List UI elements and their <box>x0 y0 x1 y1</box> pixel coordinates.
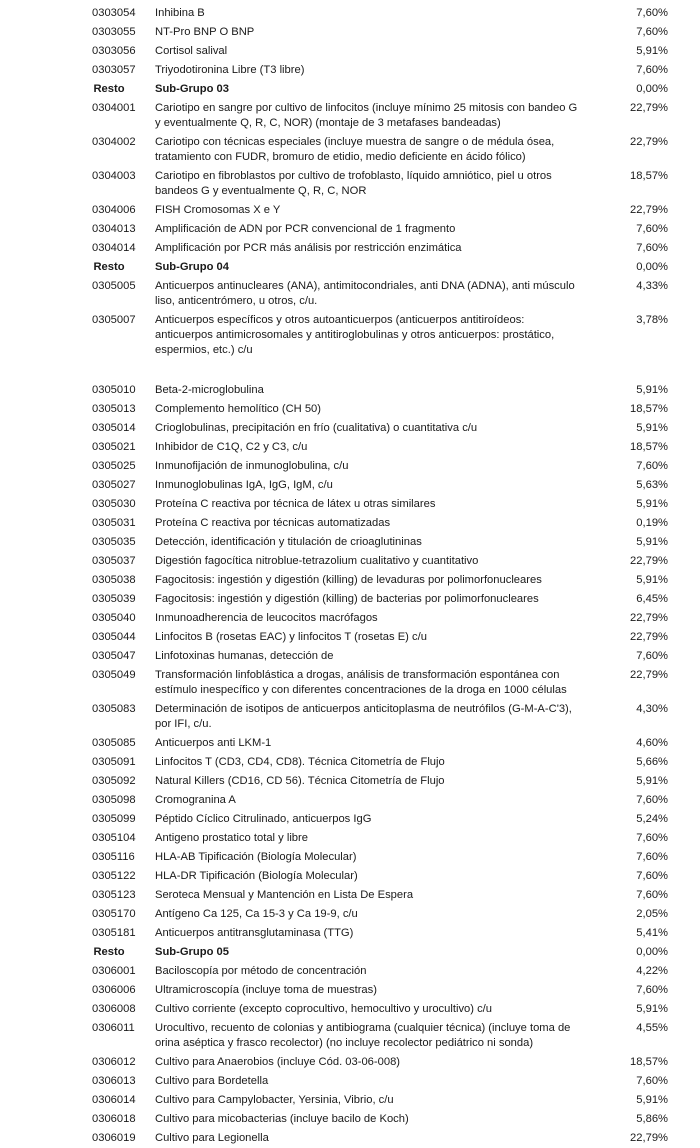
item-percentage: 4,55% <box>636 1022 668 1034</box>
item-description: Natural Killers (CD16, CD 56). Técnica Citometría de Flujo <box>155 775 445 787</box>
table-row <box>0 23 700 42</box>
item-percentage: 7,60% <box>636 832 668 844</box>
item-percentage: 5,91% <box>636 1003 668 1015</box>
item-code: 0305013 <box>92 403 136 415</box>
subgroup-row <box>0 943 700 962</box>
item-description: Anticuerpos antitransglutaminasa (TTG) <box>155 927 354 939</box>
table-row <box>0 4 700 23</box>
item-code: 0306013 <box>92 1075 136 1087</box>
item-description: Linfotoxinas humanas, detección de <box>155 650 334 662</box>
item-description: Cultivo para Bordetella <box>155 1075 269 1087</box>
item-code: 0303055 <box>92 26 136 38</box>
item-code: 0306014 <box>92 1094 136 1106</box>
item-code: 0306006 <box>92 984 136 996</box>
item-percentage: 22,79% <box>630 669 668 681</box>
item-code: 0305031 <box>92 517 136 529</box>
table-row <box>0 700 700 734</box>
subgroup-name: Sub-Grupo 05 <box>155 946 229 958</box>
item-percentage: 4,60% <box>636 737 668 749</box>
item-description: Cultivo para Anaerobios (incluye Cód. 03-06-008) <box>155 1056 401 1068</box>
item-description: Digestión fagocítica nitroblue-tetrazolium cualitativo y cuantitativo <box>155 555 479 567</box>
item-description: Fagocitosis: ingestión y digestión (killing) de levaduras por polimorfonucleares <box>155 574 542 586</box>
item-code: 0305170 <box>92 908 136 920</box>
item-code: 0305122 <box>92 870 136 882</box>
item-description: Seroteca Mensual y Mantención en Lista De Espera <box>155 889 414 901</box>
item-percentage: 0,00% <box>636 261 668 273</box>
subgroup-label: Resto <box>93 946 125 958</box>
item-percentage: 5,91% <box>636 536 668 548</box>
item-description: Inhibina B <box>155 7 205 19</box>
item-percentage: 7,60% <box>636 650 668 662</box>
table-row <box>0 167 700 201</box>
item-code: 0305123 <box>92 889 136 901</box>
item-code: 0306018 <box>92 1113 136 1125</box>
table-row <box>0 666 700 700</box>
table-row <box>0 571 700 590</box>
item-description: Baciloscopía por método de concentración <box>155 965 367 977</box>
table-row <box>0 201 700 220</box>
table-row <box>0 42 700 61</box>
subgroup-label: Resto <box>93 83 125 95</box>
item-percentage: 5,91% <box>636 45 668 57</box>
item-description: HLA-DR Tipificación (Biología Molecular) <box>155 870 358 882</box>
table-row <box>0 1072 700 1091</box>
item-description: Antigeno prostatico total y libre <box>155 832 308 844</box>
item-percentage: 5,91% <box>636 498 668 510</box>
table-row <box>0 419 700 438</box>
item-description: Triyodotironina Libre (T3 libre) <box>155 64 305 76</box>
item-code: 0305099 <box>92 813 136 825</box>
table-row <box>0 1019 700 1053</box>
item-code: 0305098 <box>92 794 136 806</box>
subgroup-row <box>0 258 700 277</box>
item-description: Proteína C reactiva por técnicas automatizadas <box>155 517 391 529</box>
item-code: 0306019 <box>92 1132 136 1144</box>
item-percentage: 18,57% <box>630 403 668 415</box>
item-description: Detección, identificación y titulación de crioaglutininas <box>155 536 422 548</box>
item-description: Cortisol salival <box>155 45 228 57</box>
item-code: 0303056 <box>92 45 136 57</box>
item-percentage: 5,63% <box>636 479 668 491</box>
item-percentage: 7,60% <box>636 984 668 996</box>
item-code: 0306008 <box>92 1003 136 1015</box>
table-row <box>0 647 700 666</box>
table-row <box>0 810 700 829</box>
item-code: 0304014 <box>92 242 136 254</box>
item-code: 0305021 <box>92 441 136 453</box>
item-description: FISH Cromosomas X e Y <box>155 204 281 216</box>
item-percentage: 18,57% <box>630 1056 668 1068</box>
item-percentage: 7,60% <box>636 889 668 901</box>
item-description: Inmunoglobulinas IgA, IgG, IgM, c/u <box>155 479 333 491</box>
item-code: 0305038 <box>92 574 136 586</box>
item-percentage: 7,60% <box>636 851 668 863</box>
table-row <box>0 381 700 400</box>
item-percentage: 6,45% <box>636 593 668 605</box>
item-description: Cultivo para Campylobacter, Yersinia, Vibrio, c/u <box>155 1094 394 1106</box>
table-row <box>0 1129 700 1148</box>
table-row <box>0 867 700 886</box>
item-description: Urocultivo, recuento de colonias y antibiograma (cualquier técnica) (incluye toma de orina aséptica y frasco recolector) (no incluye recolector pediátrico ni sonda) <box>155 1022 571 1049</box>
table-row <box>0 239 700 258</box>
item-percentage: 0,00% <box>636 83 668 95</box>
item-description: Cariotipo en fibroblastos por cultivo de trofoblasto, líquido amniótico, piel u otros bandeos G y eventualmente Q, R, C, NOR <box>155 170 552 197</box>
item-code: 0305027 <box>92 479 136 491</box>
item-code: 0305047 <box>92 650 136 662</box>
item-percentage: 18,57% <box>630 441 668 453</box>
table-row <box>0 609 700 628</box>
item-description: Anticuerpos anti LKM-1 <box>155 737 272 749</box>
table-row <box>0 277 700 311</box>
table-row <box>0 905 700 924</box>
item-percentage: 22,79% <box>630 102 668 114</box>
item-description: Beta-2-microglobulina <box>155 384 264 396</box>
item-percentage: 7,60% <box>636 242 668 254</box>
item-code: 0305091 <box>92 756 136 768</box>
item-percentage: 22,79% <box>630 1132 668 1144</box>
item-code: 0305104 <box>92 832 136 844</box>
item-percentage: 7,60% <box>636 1075 668 1087</box>
table-row <box>0 514 700 533</box>
item-description: Cultivo corriente (excepto coprocultivo, hemocultivo y urocultivo) c/u <box>155 1003 493 1015</box>
item-description: Linfocitos B (rosetas EAC) y linfocitos T (rosetas E) c/u <box>155 631 427 643</box>
table-row <box>0 829 700 848</box>
item-description: Inmunofijación de inmunoglobulina, c/u <box>155 460 349 472</box>
item-code: 0305010 <box>92 384 136 396</box>
item-description: Ultramicroscopía (incluye toma de muestras) <box>155 984 377 996</box>
item-description: Anticuerpos específicos y otros autoanticuerpos (anticuerpos antitiroídeos: anticuerpos antimicrosomales y antitiroglobulinas y otros anticuerpos: prostático, espermios, etc.) c/u <box>155 314 555 356</box>
item-percentage: 5,66% <box>636 756 668 768</box>
item-code: 0305116 <box>92 851 135 863</box>
item-description: Amplificación de ADN por PCR convencional de 1 fragmento <box>155 223 456 235</box>
item-percentage: 5,24% <box>636 813 668 825</box>
item-code: 0305030 <box>92 498 136 510</box>
table-row <box>0 628 700 647</box>
item-percentage: 5,41% <box>636 927 668 939</box>
item-code: 0305044 <box>92 631 136 643</box>
table-row <box>0 590 700 609</box>
item-description: Anticuerpos antinucleares (ANA), antimitocondriales, anti DNA (ADNA), anti músculo liso, anticentrómero, u otros, c/u. <box>155 280 575 307</box>
item-percentage: 5,86% <box>636 1113 668 1125</box>
item-code: 0305092 <box>92 775 136 787</box>
item-code: 0305083 <box>92 703 136 715</box>
item-percentage: 7,60% <box>636 870 668 882</box>
table-row <box>0 133 700 167</box>
item-percentage: 3,78% <box>636 314 668 326</box>
item-description: Inmunoadherencia de leucocitos macrófagos <box>155 612 378 624</box>
item-code: 0306001 <box>92 965 136 977</box>
subgroup-label: Resto <box>93 261 125 273</box>
item-code: 0304006 <box>92 204 136 216</box>
item-description: Inhibidor de C1Q, C2 y C3, c/u <box>155 441 308 453</box>
item-percentage: 0,00% <box>636 946 668 958</box>
item-percentage: 5,91% <box>636 574 668 586</box>
item-percentage: 4,30% <box>636 703 668 715</box>
item-description: Crioglobulinas, precipitación en frío (cualitativa) o cuantitativa c/u <box>155 422 478 434</box>
item-description: Cariotipo con técnicas especiales (incluye muestra de sangre o de médula ósea, tratamiento con FUDR, bromuro de etidio, medio deficiente en ácido fólico) <box>155 136 555 163</box>
item-percentage: 22,79% <box>630 612 668 624</box>
table-row <box>0 753 700 772</box>
item-description: Cultivo para Legionella <box>155 1132 269 1144</box>
item-code: 0305040 <box>92 612 136 624</box>
table-row <box>0 734 700 753</box>
item-code: 0305005 <box>92 280 136 292</box>
table-row <box>0 1053 700 1072</box>
item-code: 0303054 <box>92 7 136 19</box>
table-row <box>0 476 700 495</box>
table-row <box>0 924 700 943</box>
item-description: Linfocitos T (CD3, CD4, CD8). Técnica Citometría de Flujo <box>155 756 445 768</box>
subgroup-name: Sub-Grupo 04 <box>155 261 229 273</box>
item-description: Determinación de isotipos de anticuerpos anticitoplasma de neutrófilos (G-M-A-C'3), por IFI, c/u. <box>155 703 572 730</box>
item-description: Antígeno Ca 125, Ca 15-3 y Ca 19-9, c/u <box>155 908 358 920</box>
item-code: 0305049 <box>92 669 136 681</box>
table-row <box>0 457 700 476</box>
item-percentage: 7,60% <box>636 460 668 472</box>
item-code: 0304013 <box>92 223 136 235</box>
table-row <box>0 791 700 810</box>
item-description: Complemento hemolítico (CH 50) <box>155 403 322 415</box>
item-code: 0305085 <box>92 737 136 749</box>
item-percentage: 7,60% <box>636 64 668 76</box>
table-row <box>0 61 700 80</box>
item-description: HLA-AB Tipificación (Biología Molecular) <box>155 851 357 863</box>
item-percentage: 7,60% <box>636 7 668 19</box>
table-row <box>0 962 700 981</box>
table-row <box>0 552 700 571</box>
item-code: 0303057 <box>92 64 136 76</box>
item-percentage: 0,19% <box>636 517 668 529</box>
item-description: Cultivo para micobacterias (incluye bacilo de Koch) <box>155 1113 409 1125</box>
table-row <box>0 772 700 791</box>
item-description: Cariotipo en sangre por cultivo de linfocitos (incluye mínimo 25 mitosis con bandeo G y eventualmente Q, R, C, NOR) (montaje de 3 metafases bandeadas) <box>155 102 578 129</box>
item-code: 0305014 <box>92 422 136 434</box>
item-percentage: 4,33% <box>636 280 668 292</box>
item-percentage: 5,91% <box>636 384 668 396</box>
table-row <box>0 400 700 419</box>
subgroup-row <box>0 80 700 99</box>
item-percentage: 22,79% <box>630 631 668 643</box>
item-code: 0304001 <box>92 102 136 114</box>
item-code: 0305039 <box>92 593 136 605</box>
item-percentage: 18,57% <box>630 170 668 182</box>
item-percentage: 7,60% <box>636 26 668 38</box>
item-code: 0305181 <box>92 927 136 939</box>
item-percentage: 22,79% <box>630 555 668 567</box>
item-description: NT-Pro BNP O BNP <box>155 26 255 38</box>
item-percentage: 4,22% <box>636 965 668 977</box>
table-row <box>0 99 700 133</box>
item-description: Fagocitosis: ingestión y digestión (killing) de bacterias por polimorfonucleares <box>155 593 539 605</box>
item-code: 0304002 <box>92 136 136 148</box>
table-row <box>0 1110 700 1129</box>
table-row <box>0 220 700 239</box>
item-percentage: 5,91% <box>636 422 668 434</box>
item-description: Cromogranina A <box>155 794 236 806</box>
item-code: 0306012 <box>92 1056 136 1068</box>
table-row <box>0 311 700 381</box>
item-description: Amplificación por PCR más análisis por restricción enzimática <box>155 242 462 254</box>
item-description: Proteína C reactiva por técnica de látex u otras similares <box>155 498 436 510</box>
table-row <box>0 848 700 867</box>
item-code: 0305025 <box>92 460 136 472</box>
table-row <box>0 495 700 514</box>
item-percentage: 5,91% <box>636 1094 668 1106</box>
item-percentage: 7,60% <box>636 794 668 806</box>
item-code: 0305037 <box>92 555 136 567</box>
item-percentage: 22,79% <box>630 204 668 216</box>
item-percentage: 22,79% <box>630 136 668 148</box>
item-code: 0306011 <box>92 1022 135 1034</box>
item-description: Péptido Cíclico Citrulinado, anticuerpos IgG <box>155 813 372 825</box>
table-row <box>0 981 700 1000</box>
item-description: Transformación linfoblástica a drogas, análisis de transformación espontánea con estímulo inespecífico y con diferentes concentraciones de la droga en 1000 células <box>155 669 567 696</box>
item-percentage: 7,60% <box>636 223 668 235</box>
item-percentage: 5,91% <box>636 775 668 787</box>
item-code: 0305035 <box>92 536 136 548</box>
table-row <box>0 1091 700 1110</box>
item-code: 0304003 <box>92 170 136 182</box>
item-percentage: 2,05% <box>636 908 668 920</box>
item-code: 0305007 <box>92 314 136 326</box>
table-row <box>0 438 700 457</box>
subgroup-name: Sub-Grupo 03 <box>155 83 229 95</box>
table-row <box>0 533 700 552</box>
table-row <box>0 886 700 905</box>
table-row <box>0 1000 700 1019</box>
